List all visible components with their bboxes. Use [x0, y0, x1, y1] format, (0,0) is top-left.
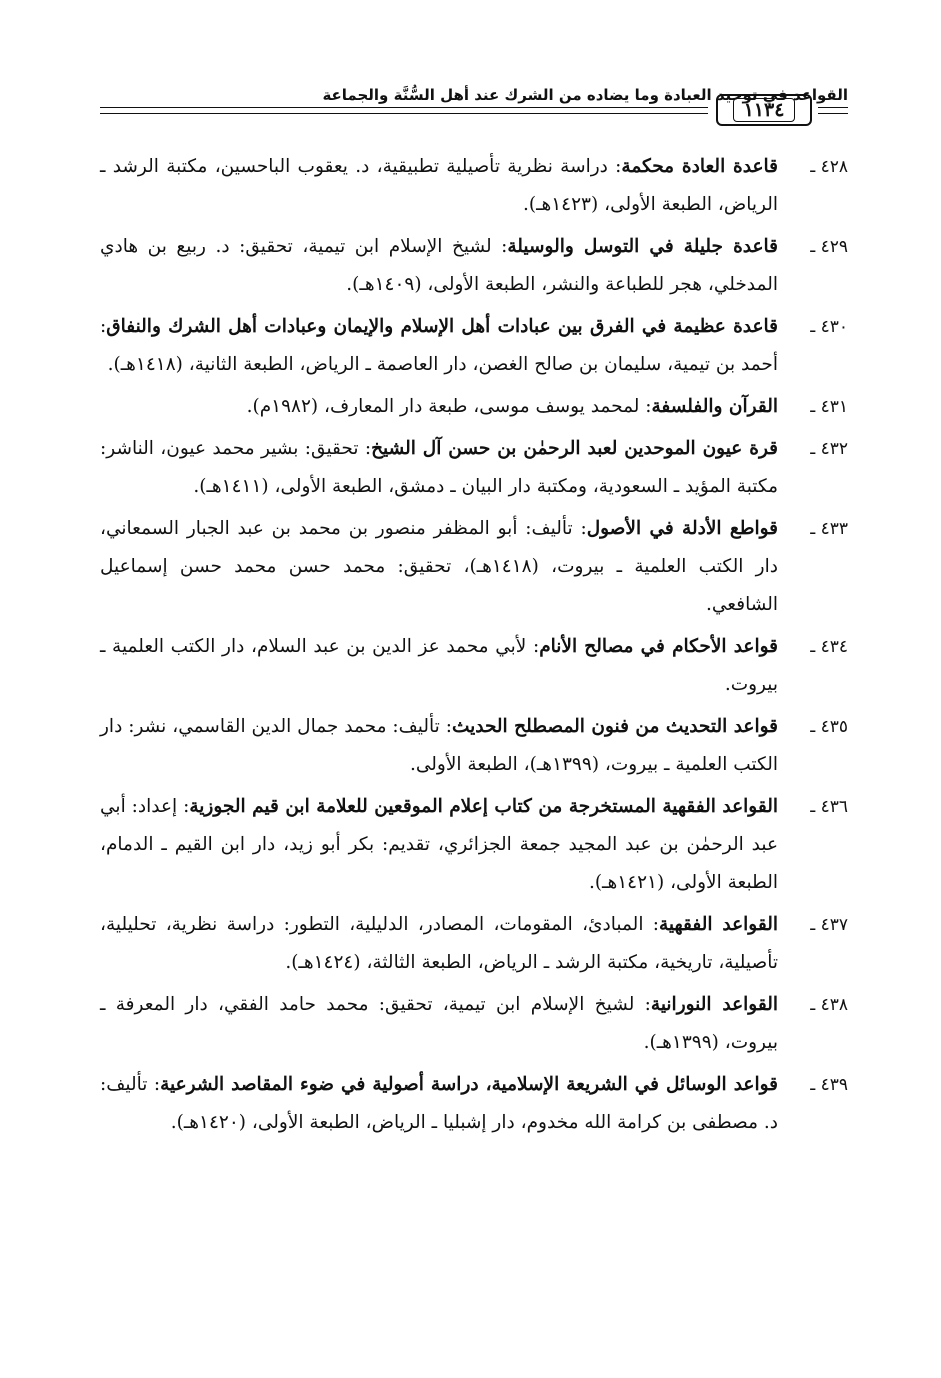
entry-details: : تأليف: د. مصطفى بن كرامة الله مخدوم، دار إشبليا ـ الرياض، الطبعة الأولى، (١٤٢٠هـ). [100, 1074, 778, 1133]
bibliography-entry [100, 906, 848, 982]
bibliography-entry [100, 430, 848, 506]
entry-details: : تحقيق: بشير محمد عيون، الناشر: مكتبة المؤيد ـ السعودية، ومكتبة دار البيان ـ دمشق، الطبعة الأولى، (١٤١١هـ). [100, 438, 778, 497]
entry-title: القواعد الفقهية المستخرجة من كتاب إعلام الموقعين للعلامة ابن قيم الجوزية [189, 796, 778, 817]
page-number-frame [716, 94, 812, 126]
bibliography-entry [100, 510, 848, 624]
header-rule [818, 107, 848, 108]
entry-number: ٤٣٠ ـ [810, 317, 848, 337]
entry-number: ٤٣٣ ـ [810, 519, 848, 539]
entry-details: : لأبي محمد عز الدين بن عبد السلام، دار الكتب العلمية ـ بيروت. [100, 636, 778, 695]
entry-title: قواطع الأدلة في الأصول [586, 518, 779, 539]
entry-title: القواعد الفقهية [659, 914, 778, 935]
entry-details: : تأليف: أبو المظفر منصور بن محمد بن عبد الجبار السمعاني، دار الكتب العلمية ـ بيروت، (١٤١٨هـ)، تحقيق: محمد حسن محمد حسن إسماعيل الشافعي. [100, 518, 778, 615]
bibliography-entry [100, 388, 848, 426]
entry-number: ٤٢٨ ـ [810, 157, 848, 177]
entry-number: ٤٣٤ ـ [810, 637, 848, 657]
entry-number: ٤٣٧ ـ [810, 915, 848, 935]
bibliography-entry [100, 1066, 848, 1142]
page-header [100, 86, 848, 136]
entry-number: ٤٣٨ ـ [810, 995, 848, 1015]
bibliography-entry [100, 986, 848, 1062]
entry-number: ٤٣٢ ـ [810, 439, 848, 459]
bibliography-entry [100, 708, 848, 784]
bibliography-entry [100, 308, 848, 384]
entry-details: : المبادئ، المقومات، المصادر، الدليلية، التطور: دراسة نظرية، تحليلية، تأصيلية، تاريخية، مكتبة الرشد ـ الرياض، الطبعة الثالثة، (١٤٢٤هـ). [100, 914, 778, 973]
entry-title: قاعدة جليلة في التوسل والوسيلة [507, 236, 778, 257]
entry-title: قواعد التحديث من فنون المصطلح الحديث [451, 716, 778, 737]
entry-title: قرة عيون الموحدين لعبد الرحمٰن بن حسن آل الشيخ [371, 438, 779, 459]
entry-title: قواعد الوسائل في الشريعة الإسلامية، دراسة أصولية في ضوء المقاصد الشرعية [160, 1074, 778, 1095]
entry-number: ٤٣٥ ـ [810, 717, 848, 737]
entry-details: : أحمد بن تيمية، سليمان بن صالح الغصن، دار العاصمة ـ الرياض، الطبعة الثانية، (١٤١٨هـ). [100, 316, 778, 375]
entry-title: القرآن والفلسفة [651, 396, 778, 417]
entry-details: : لمحمد يوسف موسى، طبعة دار المعارف، (١٩٨٢م). [246, 396, 652, 417]
bibliography-entry [100, 228, 848, 304]
entry-details: : تأليف: محمد جمال الدين القاسمي، نشر: دار الكتب العلمية ـ بيروت، (١٣٩٩هـ)، الطبعة الأولى. [100, 716, 778, 775]
entry-title: قاعدة العادة محكمة [621, 156, 778, 177]
entry-number: ٤٣٩ ـ [810, 1075, 848, 1095]
entry-details: : إعداد: أبي عبد الرحمٰن بن عبد المجيد جمعة الجزائري، تقديم: بكر أبو زيد، دار ابن القيم ـ الدمام، الطبعة الأولى، (١٤٢١هـ). [100, 796, 778, 893]
entry-details: : لشيخ الإسلام ابن تيمية، تحقيق: د. ربيع بن هادي المدخلي، هجر للطباعة والنشر، الطبعة الأولى، (١٤٠٩هـ). [100, 236, 778, 295]
entry-number: ٤٣١ ـ [810, 397, 848, 417]
entry-title: القواعد النورانية [650, 994, 778, 1015]
page-number: ١١٣٤ [733, 98, 796, 122]
entry-details: : دراسة نظرية تأصيلية تطبيقية، د. يعقوب الباحسين، مكتبة الرشد ـ الرياض، الطبعة الأولى، (١٤٢٣هـ). [100, 156, 778, 215]
entry-title: قاعدة عظيمة في الفرق بين عبادات أهل الإسلام والإيمان وعبادات أهل الشرك والنفاق [106, 316, 778, 337]
entry-title: قواعد الأحكام في مصالح الأنام [539, 636, 778, 657]
header-rule [818, 113, 848, 114]
header-rule [100, 113, 708, 114]
header-rule [100, 107, 708, 108]
running-title: القواعد في توحيد العبادة وما يضاده من الشرك عند أهل السُّنَّة والجماعة [322, 86, 848, 104]
bibliography-list [100, 148, 848, 1144]
bibliography-entry [100, 628, 848, 704]
entry-details: : لشيخ الإسلام ابن تيمية، تحقيق: محمد حامد الفقي، دار المعرفة ـ بيروت، (١٣٩٩هـ). [100, 994, 778, 1053]
bibliography-entry [100, 788, 848, 902]
entry-number: ٤٣٦ ـ [810, 797, 848, 817]
entry-number: ٤٢٩ ـ [810, 237, 848, 257]
bibliography-entry [100, 148, 848, 224]
